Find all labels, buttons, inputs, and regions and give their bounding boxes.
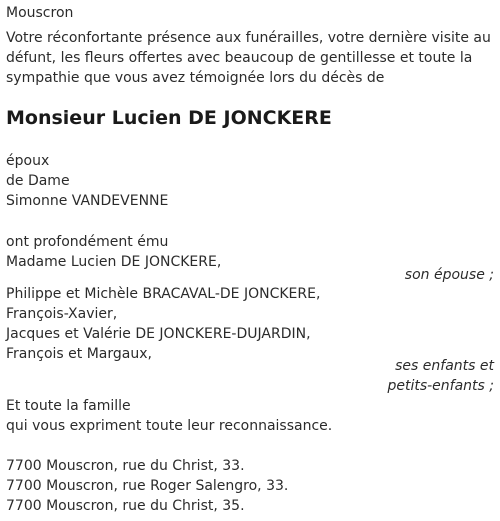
intro-line-2: défunt, les fleurs offertes avec beaucoup de gentillesse et toute la <box>6 50 473 66</box>
children-role-1: ses enfants et <box>395 358 494 374</box>
address-line-1: 7700 Mouscron, rue du Christ, 33. <box>6 458 245 474</box>
spouse-line-2: de Dame <box>6 173 70 189</box>
spouse-line-3: Simonne VANDEVENNE <box>6 193 169 209</box>
family-line-2: qui vous expriment toute leur reconnaissance. <box>6 418 333 434</box>
child-line-4: François et Margaux, <box>6 346 152 362</box>
family-line-1: Et toute la famille <box>6 398 131 414</box>
widow-name: Madame Lucien DE JONCKERE, <box>6 254 222 270</box>
intro-line-1: Votre réconfortante présence aux funérailles, votre dernière visite au <box>6 30 491 46</box>
intro-line-3: sympathie que vous avez témoignée lors du décès de <box>6 70 385 86</box>
child-line-1: Philippe et Michèle BRACAVAL-DE JONCKERE, <box>6 286 321 302</box>
child-line-2: François-Xavier, <box>6 306 118 322</box>
deceased-name: Monsieur Lucien DE JONCKERE <box>6 107 332 129</box>
city-label: Mouscron <box>6 5 74 21</box>
child-line-3: Jacques et Valérie DE JONCKERE-DUJARDIN, <box>6 326 311 342</box>
moved-text: ont profondément ému <box>6 234 169 250</box>
address-line-3: 7700 Mouscron, rue du Christ, 35. <box>6 498 245 514</box>
widow-role: son épouse ; <box>404 267 494 283</box>
children-role-2: petits-enfants ; <box>387 378 494 394</box>
spouse-line-1: époux <box>6 153 50 169</box>
address-line-2: 7700 Mouscron, rue Roger Salengro, 33. <box>6 478 289 494</box>
